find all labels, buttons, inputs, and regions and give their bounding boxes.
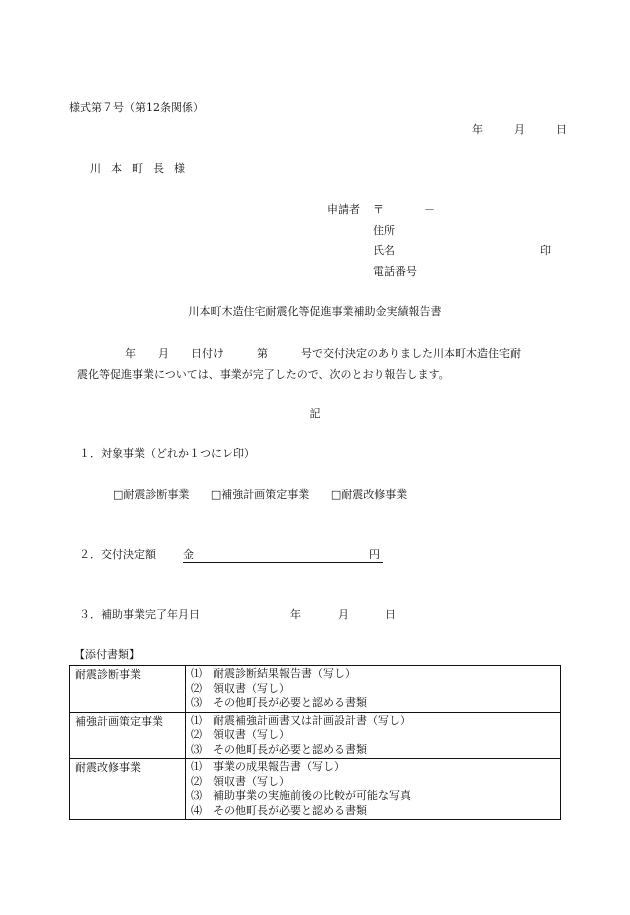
applicant-label: 申請者 <box>327 203 360 216</box>
table-row <box>70 759 561 820</box>
phone-label: 電話番号 <box>373 265 417 278</box>
seal-mark: 印 <box>540 244 551 257</box>
ki-mark: 記 <box>309 407 321 420</box>
form-number: 様式第７号（第12条関係） <box>69 101 204 114</box>
body-line-2: 震化等促進事業については、事業が完了したので、次のとおり報告します。 <box>77 368 450 381</box>
list-item: ⑴ 耐震診断結果報告書（写し） <box>191 667 356 680</box>
amount-prefix: 金 <box>183 548 194 561</box>
completion-month: 月 <box>338 608 349 621</box>
date-month: 月 <box>514 123 525 136</box>
date-year: 年 <box>472 123 483 136</box>
attachments-heading: 【添付書類】 <box>74 648 140 661</box>
date-day: 日 <box>556 123 567 136</box>
list-item: ⑴ 事業の成果報告書（写し） <box>191 760 345 773</box>
option-reinforcement-plan[interactable]: □補強計画策定事業 <box>210 488 310 501</box>
category-cell: 耐震改修事業 <box>70 759 186 820</box>
list-item: ⑶ その他町長が必要と認める書類 <box>191 696 367 709</box>
category-cell: 補強計画策定事業 <box>70 712 186 759</box>
option-seismic-retrofit[interactable]: □耐震改修事業 <box>330 488 408 501</box>
addressee: 川本町長様 <box>90 162 195 175</box>
completion-day: 日 <box>385 608 396 621</box>
body-line-1: 年 月 日付け 第 号で交付決定のありました川本町木造住宅耐 <box>125 347 521 360</box>
list-item: ⑵ 領収書（写し） <box>191 774 290 788</box>
document-title: 川本町木造住宅耐震化等促進事業補助金実績報告書 <box>188 305 442 318</box>
section2-label: ２．交付決定額 <box>79 548 156 561</box>
option-seismic-diagnosis[interactable]: □耐震診断事業 <box>113 488 190 501</box>
list-item: ⑵ 領収書（写し） <box>191 728 290 741</box>
postal-mark: 〒 <box>373 203 384 216</box>
name-label: 氏名 <box>373 244 395 257</box>
category-cell: 耐震診断事業 <box>70 666 186 713</box>
table-row <box>70 712 561 759</box>
list-item: ⑶ その他町長が必要と認める書類 <box>191 742 367 756</box>
list-item: ⑴ 耐震補強計画書又は計画設計書（写し） <box>191 713 411 727</box>
items-cell <box>186 666 561 713</box>
attachments-table <box>69 665 561 820</box>
section1-label: １．対象事業（どれか１つにレ印） <box>79 447 255 460</box>
items-cell <box>186 759 561 820</box>
section3-label: ３．補助事業完了年月日 <box>79 608 200 621</box>
table-row <box>70 666 561 713</box>
address-label: 住所 <box>373 224 395 237</box>
list-item: ⑷ その他町長が必要と認める書類 <box>191 803 367 817</box>
target-options <box>113 488 407 502</box>
items-cell <box>186 712 561 759</box>
list-item: ⑶ 補助事業の実施前後の比較が可能な写真 <box>191 789 411 802</box>
amount-suffix: 円 <box>369 548 380 561</box>
date-line <box>472 123 567 137</box>
completion-year: 年 <box>290 608 301 621</box>
postal-dash: － <box>424 203 435 216</box>
grant-amount-field[interactable] <box>183 548 383 563</box>
list-item: ⑵ 領収書（写し） <box>191 681 290 695</box>
